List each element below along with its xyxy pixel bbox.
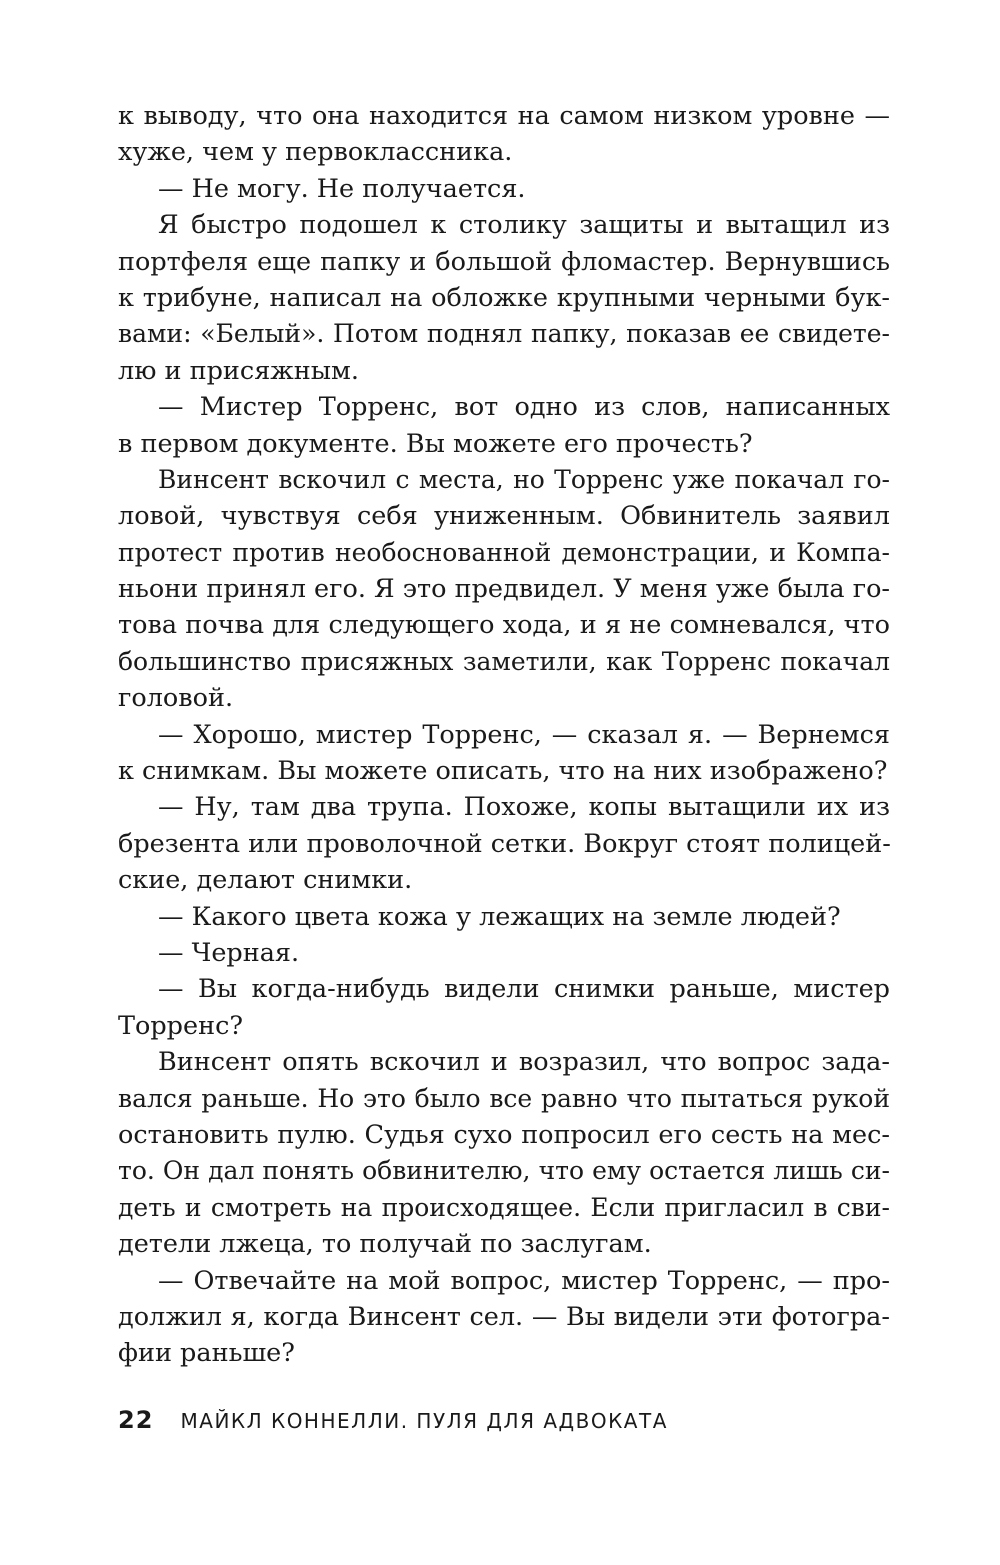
text-line: Я быстро подошел к столику защиты и вытащил из (158, 210, 890, 241)
page-number: 22 (118, 1406, 154, 1434)
text-line: протест против необоснованной демонстрации, и Компа- (118, 537, 890, 567)
text-line: ньони принял его. Я это предвидел. У меня уже была го- (118, 574, 891, 605)
text-line: вался раньше. Но это было все равно что пытаться рукой (118, 1083, 890, 1113)
text-line: — Мистер Торренс, вот одно из слов, написанных (158, 392, 890, 423)
running-title: МАЙКЛ КОННЕЛЛИ. ПУЛЯ ДЛЯ АДВОКАТА (180, 1409, 668, 1433)
text-line: портфеля еще папку и большой фломастер. Вернувшись (118, 246, 890, 277)
text-line: Винсент опять вскочил и возразил, что вопрос зада- (158, 1047, 890, 1078)
text-line: остановить пулю. Судья сухо попросил его сесть на мес- (118, 1119, 890, 1150)
text-line: должил я, когда Винсент сел. — Вы видели эти фотогра- (118, 1301, 890, 1332)
text-line: в первом документе. Вы можете его прочесть? (118, 428, 753, 459)
text-line: — Хорошо, мистер Торренс, — сказал я. — Вернемся (158, 719, 890, 750)
text-line: — Отвечайте на мой вопрос, мистер Торренс, — про- (158, 1265, 890, 1296)
text-line: Винсент вскочил с места, но Торренс уже покачал го- (158, 464, 890, 494)
text-line: к снимкам. Вы можете описать, что на них изображено? (118, 756, 888, 787)
text-line: ские, делают снимки. (118, 865, 413, 896)
text-line: това почва для следующего хода, и я не сомневался, что (118, 610, 890, 641)
text-line: деть и смотреть на происходящее. Если пригласил в сви- (118, 1192, 890, 1222)
text-line: детели лжеца, то получай по заслугам. (118, 1229, 652, 1260)
page-footer (118, 1406, 668, 1434)
text-line: брезента или проволочной сетки. Вокруг стоят полицей- (118, 828, 891, 859)
text-line: фии раньше? (118, 1338, 295, 1369)
text-line: лю и присяжным. (118, 355, 359, 386)
text-line: — Вы когда-нибудь видели снимки раньше, мистер (158, 974, 890, 1005)
text-line: то. Он дал понять обвинителю, что ему остается лишь си- (118, 1156, 890, 1186)
text-line: к выводу, что она находится на самом низком уровне — (118, 101, 890, 131)
body-text (118, 98, 890, 1372)
text-line: большинство присяжных заметили, как Торренс покачал (118, 646, 890, 676)
text-line: ловой, чувствуя себя униженным. Обвинитель заявил (118, 501, 890, 532)
text-line: Торренс? (118, 1010, 244, 1041)
text-line: — Ну, там два трупа. Похоже, копы вытащили их из (158, 792, 890, 823)
text-line: вами: «Белый». Потом поднял папку, показав ее свидете- (118, 319, 890, 349)
text-line: — Не могу. Не получается. (158, 173, 526, 204)
text-line: — Черная. (158, 937, 300, 968)
text-line: — Какого цвета кожа у лежащих на земле людей? (158, 901, 841, 932)
text-line: головой. (118, 683, 234, 714)
text-line: хуже, чем у первоклассника. (118, 137, 513, 168)
text-line: к трибуне, написал на обложке крупными черными бук- (118, 282, 890, 313)
